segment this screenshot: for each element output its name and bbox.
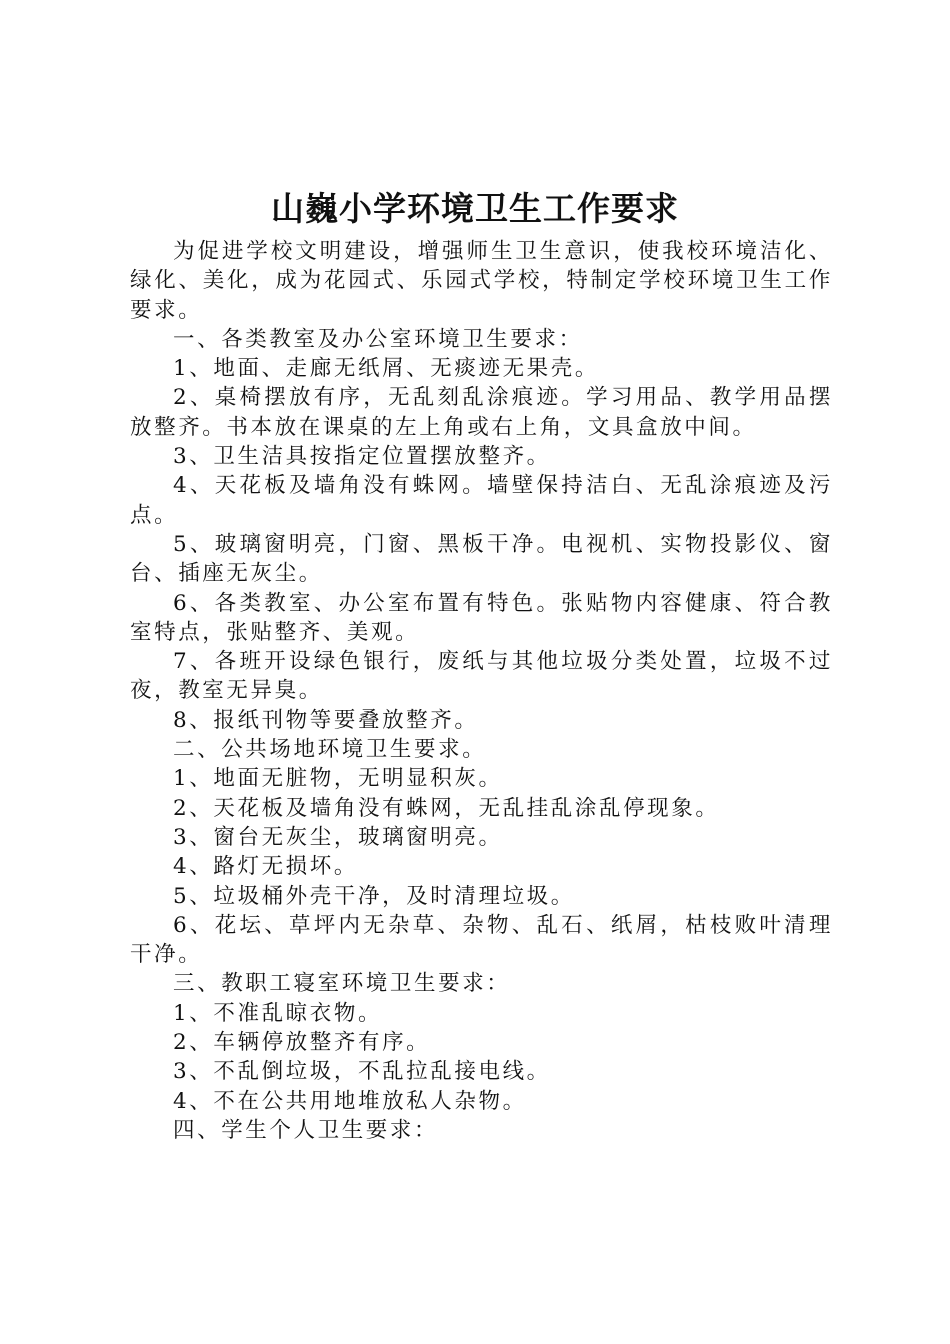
- section-heading-1: 一、各类教室及办公室环境卫生要求：: [173, 326, 583, 352]
- section-heading-2: 二、公共场地环境卫生要求。: [173, 737, 487, 763]
- list-item: 6、各类教室、办公室布置有特色。张贴物内容健康、符合教室特点，张贴整齐、美观。: [130, 590, 833, 645]
- section-heading-3: 三、教职工寝室环境卫生要求：: [173, 971, 511, 997]
- intro-paragraph: 为促进学校文明建设，增强师生卫生意识，使我校环境洁化、绿化、美化，成为花园式、乐园式学校，特制定学校环境卫生工作要求。: [130, 239, 833, 323]
- list-item: 2、天花板及墙角没有蛛网，无乱挂乱涂乱停现象。: [173, 795, 720, 821]
- list-item: 1、地面、走廊无纸屑、无痰迹无果壳。: [173, 356, 599, 382]
- list-item: 4、不在公共用地堆放私人杂物。: [173, 1088, 527, 1114]
- list-item: 7、各班开设绿色银行，废纸与其他垃圾分类处置，垃圾不过夜，教室无异臭。: [130, 649, 833, 704]
- list-item: 5、玻璃窗明亮，门窗、黑板干净。电视机、实物投影仪、窗台、插座无灰尘。: [130, 531, 833, 587]
- list-item: 8、报纸刊物等要叠放整齐。: [173, 707, 479, 733]
- list-item: 3、窗台无灰尘，玻璃窗明亮。: [173, 824, 503, 850]
- document-body: [130, 237, 833, 1145]
- list-item: 1、不准乱晾衣物。: [173, 1000, 383, 1026]
- list-item: 3、不乱倒垃圾，不乱拉乱接电线。: [173, 1059, 551, 1085]
- list-item: 2、车辆停放整齐有序。: [173, 1030, 431, 1056]
- document-title: 山巍小学环境卫生工作要求: [271, 189, 679, 228]
- list-item: 4、路灯无损坏。: [173, 854, 358, 880]
- list-item: 1、地面无脏物，无明显积灰。: [173, 766, 503, 792]
- list-item: 3、卫生洁具按指定位置摆放整齐。: [173, 444, 551, 470]
- section-heading-4: 四、学生个人卫生要求：: [173, 1117, 439, 1143]
- list-item: 4、天花板及墙角没有蛛网。墙壁保持洁白、无乱涂痕迹及污点。: [130, 473, 833, 528]
- list-item: 2、桌椅摆放有序，无乱刻乱涂痕迹。学习用品、教学用品摆放整齐。书本放在课桌的左上角或右上角，文具盒放中间。: [130, 385, 833, 440]
- list-item: 5、垃圾桶外壳干净，及时清理垃圾。: [173, 883, 575, 909]
- list-item: 6、花坛、草坪内无杂草、杂物、乱石、纸屑，枯枝败叶清理干净。: [130, 912, 833, 968]
